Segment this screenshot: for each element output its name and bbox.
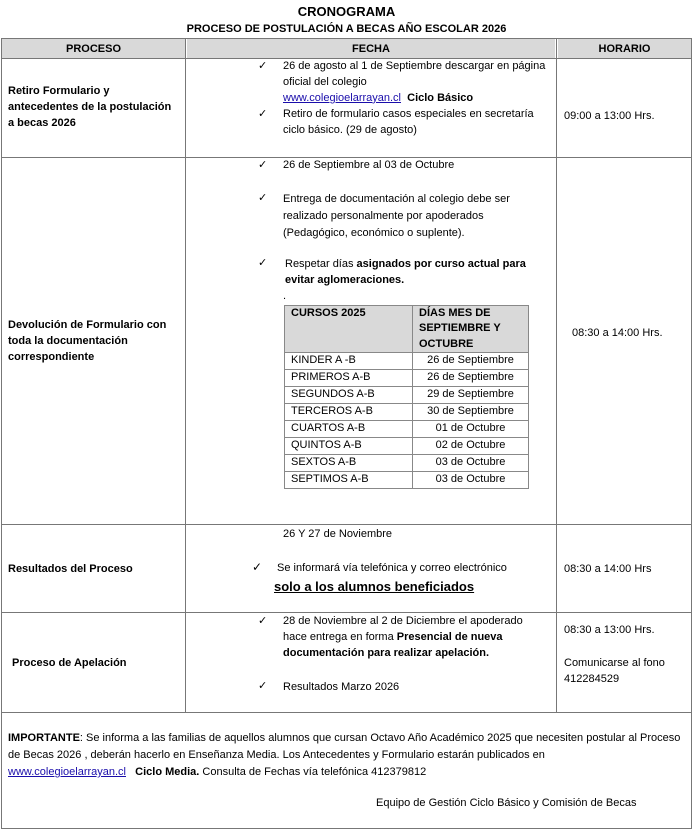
apelacion-fecha-1 [283, 614, 543, 662]
table-row [285, 387, 529, 404]
check-icon: ✓ [258, 60, 268, 72]
grid-line [691, 38, 692, 829]
curso-cell: SEPTIMOS A-B [285, 472, 413, 489]
signature: Equipo de Gestión Ciclo Básico y Comisión de Becas [376, 797, 637, 809]
horario-retiro: 09:00 a 13:00 Hrs. [564, 110, 655, 122]
resultados-fecha-3: solo a los alumnos beneficiados [274, 579, 475, 594]
curso-cell: KINDER A -B [285, 353, 413, 370]
check-icon: ✓ [252, 560, 263, 574]
grid-line [185, 38, 186, 713]
devolucion-fecha-1: 26 de Septiembre al 03 de Octubre [283, 159, 455, 171]
curso-cell: PRIMEROS A-B [285, 370, 413, 387]
dia-cell: 30 de Septiembre [413, 404, 529, 421]
proceso-devolucion: Devolución de Formulario con toda la documentación correspondiente [8, 319, 167, 363]
curso-cell: SEXTOS A-B [285, 455, 413, 472]
resultados-fecha-1: 26 Y 27 de Noviembre [283, 528, 393, 540]
page-subtitle: PROCESO DE POSTULACIÓN A BECAS AÑO ESCOLAR 2026 [186, 23, 507, 35]
grid-line [1, 38, 692, 39]
cursos-table-header [285, 306, 529, 353]
ciclo-media-label: Ciclo Media. [135, 766, 200, 779]
grid-line [1, 612, 692, 613]
dia-cell: 29 de Septiembre [413, 387, 529, 404]
column-header-fecha: FECHA [352, 43, 390, 55]
retiro-fecha-1 [283, 59, 548, 107]
grid-line [556, 38, 557, 713]
dia-cell: 03 de Octubre [413, 472, 529, 489]
retiro-fecha-1-text: 26 de agosto al 1 de Septiembre descargar en página oficial del colegio [283, 60, 546, 88]
colegio-link-footer[interactable]: www.colegioelarrayan.cl [8, 766, 126, 779]
apelacion-fecha-2: Resultados Marzo 2026 [283, 681, 400, 693]
resultados-fecha-2: Se informará vía telefónica y correo electrónico [277, 562, 507, 574]
curso-cell: QUINTOS A-B [285, 438, 413, 455]
dia-cell: 26 de Septiembre [413, 370, 529, 387]
devolucion-fecha-2: Entrega de documentación al colegio debe ser realizado personalmente por apoderados (Pedagógico, económico o suplente). [283, 193, 510, 240]
grid-line [1, 524, 692, 525]
colegio-link[interactable]: www.colegioelarrayan.cl [283, 91, 401, 104]
horario-devolucion: 08:30 a 14:00 Hrs. [572, 327, 663, 339]
retiro-fecha-2: Retiro de formulario casos especiales en secretaría ciclo básico. (29 de agosto) [283, 108, 534, 136]
grid-line [1, 828, 692, 829]
table-row [285, 438, 529, 455]
proceso-resultados: Resultados del Proceso [8, 563, 133, 575]
importante-note [8, 730, 688, 781]
dia-cell: 01 de Octubre [413, 421, 529, 438]
horario-apelacion-1: 08:30 a 13:00 Hrs. [564, 624, 655, 636]
table-row [285, 370, 529, 387]
dia-cell: 03 de Octubre [413, 455, 529, 472]
devolucion-fecha-3-bold: asignados por curso actual para evitar aglomeraciones. [285, 258, 526, 286]
curso-cell: SEGUNDOS A-B [285, 387, 413, 404]
check-icon: ✓ [258, 108, 268, 120]
table-row [285, 472, 529, 489]
devolucion-dot: . [283, 290, 287, 302]
importante-label: IMPORTANTE [8, 732, 80, 744]
cursos-header-1: CURSOS 2025 [285, 306, 413, 353]
apelacion-fecha-1-text: 28 de Noviembre al 2 de Diciembre el apoderado hace entrega en forma [283, 615, 523, 643]
horario-apelacion-2: Comunicarse al fono 412284529 [564, 657, 665, 685]
dia-cell: 26 de Septiembre [413, 353, 529, 370]
dia-cell: 02 de Octubre [413, 438, 529, 455]
proceso-retiro: Retiro Formulario y antecedentes de la postulación a becas 2026 [8, 85, 172, 129]
devolucion-fecha-3-text: Respetar días [285, 258, 357, 270]
ciclo-basico-label: Ciclo Básico [407, 91, 474, 104]
cursos-table [284, 305, 529, 489]
table-row [285, 404, 529, 421]
proceso-apelacion: Proceso de Apelación [12, 657, 127, 669]
table-row [285, 421, 529, 438]
importante-text-1: : Se informa a las familias de aquellos alumnos que cursan Octavo Año Académico 2025 que necesiten postular al Proceso de Becas 2026 , deberán hacerlo en Enseñanza Media. Los Antecedentes y Formulario estarán publicados en [8, 732, 681, 762]
apelacion-fecha-1-bold: Presencial de nueva documentación para realizar apelación. [283, 630, 503, 659]
check-icon: ✓ [258, 680, 268, 692]
grid-line [1, 38, 2, 829]
grid-line [1, 712, 692, 713]
check-icon: ✓ [258, 615, 268, 627]
importante-text-2: Consulta de Fechas vía telefónica 412379812 [199, 766, 427, 779]
horario-resultados: 08:30 a 14:00 Hrs [564, 563, 652, 575]
table-row [285, 353, 529, 370]
check-icon: ✓ [258, 159, 268, 171]
check-icon: ✓ [258, 257, 268, 269]
table-row [285, 455, 529, 472]
curso-cell: TERCEROS A-B [285, 404, 413, 421]
check-icon: ✓ [258, 192, 268, 204]
devolucion-fecha-3 [285, 257, 547, 289]
curso-cell: CUARTOS A-B [285, 421, 413, 438]
cursos-header-2: DÍAS MES DE SEPTIEMBRE Y OCTUBRE [413, 306, 529, 353]
column-header-horario: HORARIO [598, 43, 651, 55]
page-title: CRONOGRAMA [297, 4, 396, 19]
column-header-proceso: PROCESO [65, 43, 121, 55]
